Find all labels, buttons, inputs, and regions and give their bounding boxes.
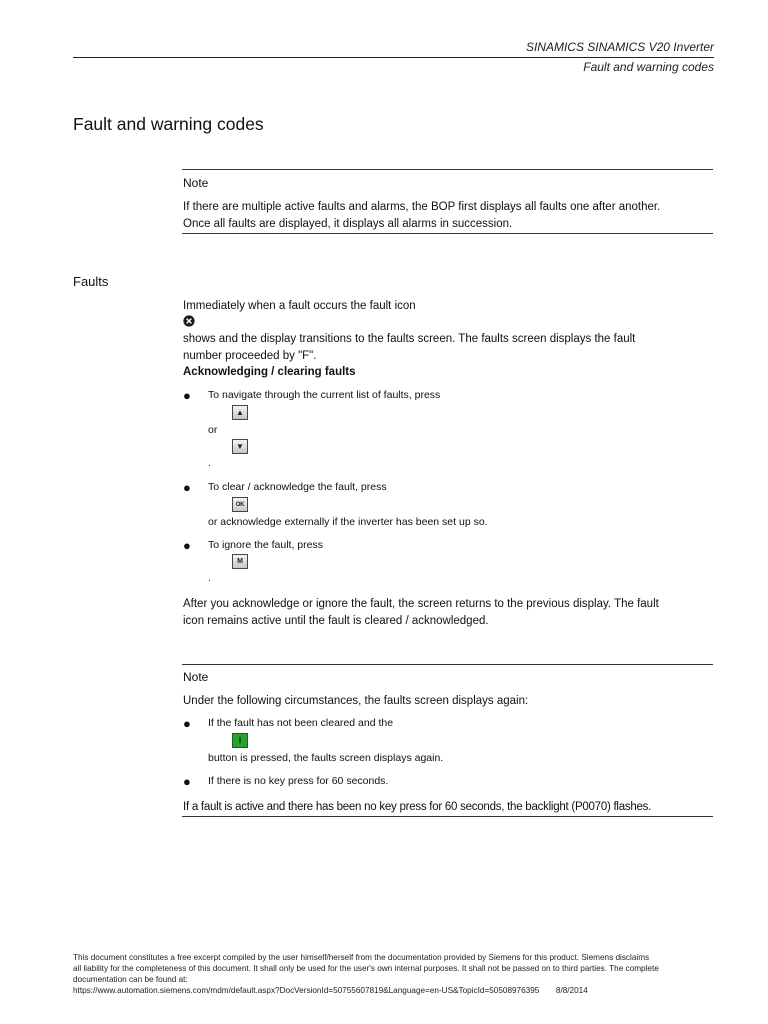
item2-text: To clear / acknowledge the fault, press xyxy=(208,481,387,493)
after-line2: icon remains active until the fault is cleared / acknowledged. xyxy=(183,615,489,627)
after-line1: After you acknowledge or ignore the fault, the screen returns to the previous display. The fault xyxy=(183,598,659,610)
header-title: SINAMICS SINAMICS V20 Inverter xyxy=(525,40,714,54)
footer-line3: documentation can be found at: xyxy=(73,975,188,984)
note2-item1-text: If the fault has not been cleared and the xyxy=(208,717,394,729)
faults-shows-line1: shows and the display transitions to the faults screen. The faults screen displays the fault xyxy=(183,333,636,345)
header-subtitle: Fault and warning codes xyxy=(583,60,714,74)
note1-heading: Note xyxy=(183,176,209,190)
item1-or: or xyxy=(208,424,218,436)
key-up-icon: ▲ xyxy=(232,405,248,420)
bullet-1: ● xyxy=(183,388,191,403)
note2-item1-text2: button is pressed, the faults screen displays again. xyxy=(208,752,444,764)
note2-bullet-2: ● xyxy=(183,774,191,789)
faults-shows-line2: number proceeded by "F". xyxy=(183,350,317,362)
page-title: Fault and warning codes xyxy=(73,114,264,134)
item3-text: To ignore the fault, press xyxy=(208,539,323,551)
note1-line1: If there are multiple active faults and alarms, the BOP first displays all faults one after another. xyxy=(183,201,661,213)
key-m-icon: M xyxy=(232,554,248,569)
note1-line2: Once all faults are displayed, it displays all alarms in succession. xyxy=(183,218,513,230)
note2-bottom-rule xyxy=(182,816,713,817)
note2-closing: If a fault is active and there has been no key press for 60 seconds, the backlight (P0070) flashes. xyxy=(183,801,652,813)
footer-date: 8/8/2014 xyxy=(555,986,588,995)
item1-text: To navigate through the current list of faults, press xyxy=(208,389,441,401)
note1-bottom-rule xyxy=(182,233,713,234)
item1-period: . xyxy=(208,458,211,469)
note2-item2-text: If there is no key press for 60 seconds. xyxy=(208,775,389,787)
faults-intro: Immediately when a fault occurs the fault icon xyxy=(183,300,416,312)
item3-period: . xyxy=(208,573,211,584)
fault-x-icon xyxy=(183,315,195,327)
ack-subheading: Acknowledging / clearing faults xyxy=(183,366,356,378)
key-ok-icon: OK xyxy=(232,497,248,512)
footer-line1: This document constitutes a free excerpt compiled by the user himself/herself from the documentation provided by Siemens for this product. Siemens disclaims xyxy=(73,953,650,962)
note2-heading: Note xyxy=(183,670,209,684)
footer-url[interactable]: https://www.automation.siemens.com/mdm/default.aspx?DocVersionId=50755607819&Language=en-US&TopicId=50508976395 xyxy=(73,986,540,995)
footer-url-line xyxy=(73,985,723,996)
key-down-icon: ▼ xyxy=(232,439,248,454)
note2-top-rule xyxy=(182,664,713,665)
key-run-icon: I xyxy=(232,733,248,748)
note1-top-rule xyxy=(182,169,713,170)
faults-heading: Faults xyxy=(73,274,109,289)
item2-text2: or acknowledge externally if the inverter has been set up so. xyxy=(208,516,488,528)
bullet-2: ● xyxy=(183,480,191,495)
footer-line2: all liability for the completeness of this document. It shall only be used for the user's own internal purposes. It shall not be passed on to third parties. The complete xyxy=(73,964,659,973)
header-rule xyxy=(73,57,714,58)
note2-intro: Under the following circumstances, the faults screen displays again: xyxy=(183,695,529,707)
note2-bullet-1: ● xyxy=(183,716,191,731)
bullet-3: ● xyxy=(183,538,191,553)
